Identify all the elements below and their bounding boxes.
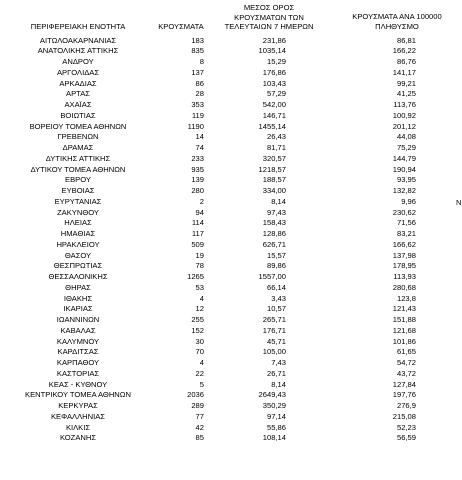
- cell-cases-per-100k: 100,92: [392, 110, 416, 120]
- header-region: ΠΕΡΙΦΕΡΕΙΑΚΗ ΕΝΟΤΗΤΑ: [30, 22, 126, 31]
- header-cases: ΚΡΟΥΣΜΑΤΑ: [158, 22, 204, 31]
- table-row: [0, 369, 462, 380]
- cell-region: ΚΑΣΤΟΡΙΑΣ: [56, 368, 100, 378]
- cell-cases-per-100k: 123,8: [396, 293, 416, 303]
- table-body: [0, 36, 462, 445]
- table-row: [0, 229, 462, 240]
- cell-region: ΑΧΑΪΑΣ: [64, 100, 92, 109]
- cell-cases: 4: [199, 358, 204, 367]
- cell-seven-day-mean: 105,00: [262, 347, 286, 357]
- cell-cases: 233: [191, 153, 204, 163]
- table-row: [0, 380, 462, 391]
- cell-cases-per-100k: 121,43: [392, 304, 416, 314]
- cell-cases-per-100k: 127,84: [392, 379, 416, 389]
- cell-region: ΚΑΒΑΛΑΣ: [60, 325, 96, 335]
- table-row: [0, 165, 462, 176]
- table-header: [0, 0, 462, 34]
- cell-region: ΚΕΡΚΥΡΑΣ: [58, 401, 98, 410]
- cell-region: ΑΡΤΑΣ: [66, 89, 90, 99]
- cell-seven-day-mean: 103,43: [262, 78, 286, 88]
- cell-region: ΚΕΦΑΛΛΗΝΙΑΣ: [50, 411, 106, 421]
- cell-cases-per-100k: 121,68: [392, 325, 416, 335]
- cell-cases-per-100k: 280,68: [392, 282, 416, 292]
- cell-region: ΙΚΑΡΙΑΣ: [63, 304, 93, 314]
- table-row: [0, 390, 462, 401]
- table-row: [0, 79, 462, 90]
- cell-seven-day-mean: 146,71: [262, 110, 286, 120]
- cell-region: ΔΥΤΙΚΟΥ ΤΟΜΕΑ ΑΘΗΝΩΝ: [30, 164, 126, 174]
- cell-region: ΗΡΑΚΛΕΙΟΥ: [56, 239, 100, 249]
- cell-cases-per-100k: 52,23: [396, 422, 416, 432]
- table-row: [0, 46, 462, 57]
- cell-cases-per-100k: 201,12: [392, 121, 416, 131]
- cell-cases: 183: [191, 35, 204, 45]
- cell-seven-day-mean: 320,57: [262, 153, 286, 163]
- cell-seven-day-mean: 10,57: [266, 304, 286, 314]
- cell-cases: 137: [191, 67, 204, 77]
- cell-seven-day-mean: 89,86: [266, 261, 286, 271]
- cell-cases-per-100k: 43,72: [396, 368, 416, 378]
- cell-cases: 2: [199, 196, 204, 206]
- cell-cases: 53: [195, 282, 204, 292]
- table-row: [0, 143, 462, 154]
- cell-cases: 119: [191, 110, 204, 120]
- cell-cases-per-100k: 86,81: [396, 35, 416, 45]
- table-row: [0, 272, 462, 283]
- cell-seven-day-mean: 81,71: [266, 143, 286, 152]
- cell-seven-day-mean: 158,43: [262, 218, 286, 228]
- header-mean-line: ΚΡΟΥΣΜΑΤΩΝ ΤΩΝ: [234, 12, 304, 22]
- edge-fragment: Ν: [456, 198, 462, 207]
- cell-cases: 74: [195, 143, 204, 152]
- cell-seven-day-mean: 108,14: [262, 433, 286, 443]
- cell-cases: 935: [191, 164, 204, 174]
- cell-cases-per-100k: 230,62: [392, 207, 416, 217]
- header-per-line: ΚΡΟΥΣΜΑΤΑ ΑΝΑ 100000: [352, 12, 442, 21]
- cell-cases-per-100k: 86,76: [396, 57, 416, 66]
- cell-cases-per-100k: 132,82: [392, 186, 416, 195]
- cell-cases-per-100k: 144,79: [392, 153, 416, 163]
- table-row: [0, 208, 462, 219]
- cell-cases-per-100k: 190,94: [392, 164, 416, 174]
- cell-cases-per-100k: 166,22: [392, 46, 416, 56]
- cell-cases: 14: [195, 132, 204, 142]
- table-row: [0, 89, 462, 100]
- cell-seven-day-mean: 265,71: [262, 315, 286, 324]
- cell-region: ΑΡΓΟΛΙΔΑΣ: [56, 67, 100, 77]
- cell-seven-day-mean: 1455,14: [258, 121, 286, 131]
- cell-seven-day-mean: 55,86: [266, 422, 286, 432]
- cell-cases-per-100k: 61,65: [396, 347, 416, 357]
- cell-seven-day-mean: 350,29: [262, 401, 286, 410]
- cell-cases: 28: [195, 89, 204, 99]
- cell-region: ΚΙΛΚΙΣ: [65, 422, 91, 432]
- header-per-line: ΠΛΗΘΥΣΜΟ: [375, 21, 419, 31]
- cell-cases-per-100k: 151,88: [392, 315, 416, 324]
- cell-cases-per-100k: 75,29: [396, 143, 416, 152]
- cell-cases: 114: [191, 218, 204, 228]
- table-row: [0, 304, 462, 315]
- cell-seven-day-mean: 8,14: [271, 196, 286, 206]
- cell-cases: 1190: [187, 121, 204, 131]
- table-row: [0, 57, 462, 68]
- table-row: [0, 68, 462, 79]
- cell-cases: 152: [191, 325, 204, 335]
- cell-cases: 509: [191, 239, 204, 249]
- cell-region: ΑΡΚΑΔΙΑΣ: [59, 78, 97, 88]
- table-row: [0, 100, 462, 111]
- cell-seven-day-mean: 57,29: [266, 89, 286, 99]
- table-row: [0, 197, 462, 208]
- cell-cases: 22: [195, 368, 204, 378]
- cell-cases: 42: [195, 422, 204, 432]
- cell-region: ΚΑΡΠΑΘΟΥ: [56, 358, 100, 367]
- cell-cases: 86: [195, 78, 204, 88]
- table-row: [0, 283, 462, 294]
- table-row: [0, 218, 462, 229]
- cell-seven-day-mean: 97,43: [266, 207, 286, 217]
- cell-cases-per-100k: 141,17: [392, 67, 416, 77]
- cell-cases: 78: [195, 261, 204, 271]
- cell-cases-per-100k: 113,93: [393, 272, 416, 281]
- cell-cases: 19: [195, 250, 204, 260]
- table-row: [0, 412, 462, 423]
- cell-region: ΗΜΑΘΙΑΣ: [60, 229, 96, 238]
- cell-seven-day-mean: 176,71: [262, 325, 286, 335]
- cell-cases-per-100k: 166,62: [392, 239, 416, 249]
- cell-region: ΑΝΔΡΟΥ: [62, 57, 94, 66]
- table-row: [0, 36, 462, 47]
- cell-cases-per-100k: 215,08: [392, 411, 416, 421]
- cell-region: ΚΟΖΑΝΗΣ: [59, 433, 97, 443]
- table-row: [0, 294, 462, 305]
- table-row: [0, 122, 462, 133]
- cell-cases-per-100k: 9,96: [401, 196, 416, 206]
- cell-region: ΙΘΑΚΗΣ: [63, 293, 93, 303]
- cell-region: ΒΟΡΕΙΟΥ ΤΟΜΕΑ ΑΘΗΝΩΝ: [29, 121, 127, 131]
- cell-region: ΘΗΡΑΣ: [65, 282, 91, 292]
- cell-region: ΖΑΚΥΝΘΟΥ: [57, 207, 99, 217]
- cell-seven-day-mean: 66,14: [266, 282, 286, 292]
- cell-cases: 30: [195, 336, 204, 346]
- cell-region: ΕΥΡΥΤΑΝΙΑΣ: [54, 196, 102, 206]
- cell-seven-day-mean: 231,86: [262, 35, 286, 45]
- cell-seven-day-mean: 26,43: [266, 132, 286, 142]
- cell-cases: 255: [191, 315, 204, 324]
- header-mean-line: ΤΕΛΕΥΤΑΙΩΝ 7 ΗΜΕΡΩΝ: [224, 22, 314, 31]
- cell-seven-day-mean: 7,43: [271, 358, 286, 367]
- table-row: [0, 433, 462, 444]
- cell-cases: 70: [195, 347, 204, 357]
- cell-seven-day-mean: 15,57: [266, 250, 286, 260]
- table-row: [0, 358, 462, 369]
- cell-cases: 12: [195, 304, 204, 314]
- table-row: [0, 315, 462, 326]
- cell-region: ΔΥΤΙΚΗΣ ΑΤΤΙΚΗΣ: [45, 153, 111, 163]
- cell-cases-per-100k: 41,25: [396, 89, 416, 99]
- cell-cases: 280: [191, 186, 204, 195]
- cell-seven-day-mean: 542,00: [262, 100, 286, 109]
- header-mean-line: ΜΕΣΟΣ ΟΡΟΣ: [243, 3, 295, 12]
- cell-seven-day-mean: 128,86: [262, 229, 286, 238]
- table-row: [0, 186, 462, 197]
- cell-region: ΘΕΣΠΡΩΤΙΑΣ: [53, 261, 103, 271]
- cell-region: ΕΥΒΟΙΑΣ: [61, 186, 95, 195]
- cell-seven-day-mean: 3,43: [271, 293, 286, 303]
- cell-region: ΗΛΕΙΑΣ: [64, 218, 92, 228]
- cell-cases: 117: [191, 229, 204, 238]
- cell-region: ΓΡΕΒΕΝΩΝ: [57, 132, 99, 142]
- cell-seven-day-mean: 15,29: [266, 57, 286, 66]
- cell-region: ΕΒΡΟΥ: [65, 175, 91, 185]
- cell-cases-per-100k: 197,76: [392, 390, 416, 400]
- cell-cases: 139: [191, 175, 204, 185]
- table-row: [0, 337, 462, 348]
- cell-cases: 2036: [187, 390, 204, 400]
- cell-seven-day-mean: 1557,00: [258, 272, 286, 281]
- cell-region: ΑΙΤΩΛΟΑΚΑΡΝΑΝΙΑΣ: [39, 35, 117, 45]
- cell-seven-day-mean: 1035,14: [258, 46, 286, 56]
- cell-region: ΒΟΙΩΤΙΑΣ: [60, 110, 96, 120]
- cell-seven-day-mean: 97,14: [266, 411, 286, 421]
- cell-cases: 77: [195, 411, 204, 421]
- cell-seven-day-mean: 2649,43: [258, 390, 286, 400]
- cell-region: ΘΑΣΟΥ: [64, 250, 92, 260]
- cell-cases-per-100k: 71,56: [396, 218, 416, 228]
- table-row: [0, 175, 462, 186]
- table-row: [0, 401, 462, 412]
- cell-cases-per-100k: 101,86: [392, 336, 416, 346]
- cell-cases-per-100k: 83,21: [396, 229, 416, 238]
- table-row: [0, 326, 462, 337]
- cell-cases: 1265: [187, 272, 204, 281]
- cell-region: ΚΑΛΥΜΝΟΥ: [56, 336, 100, 346]
- header-cases-per-100k: [343, 12, 451, 31]
- header-seven-day-mean: [219, 3, 319, 32]
- cell-cases: 5: [199, 379, 204, 389]
- table-row: [0, 251, 462, 262]
- cell-cases-per-100k: 93,95: [396, 175, 416, 185]
- table-row: [0, 132, 462, 143]
- cell-cases: 8: [199, 57, 204, 66]
- cell-seven-day-mean: 188,57: [262, 175, 286, 185]
- cell-cases-per-100k: 54,72: [396, 358, 416, 367]
- cell-seven-day-mean: 626,71: [262, 239, 286, 249]
- cell-region: ΙΩΑΝΝΙΝΩΝ: [56, 315, 100, 324]
- cell-cases: 835: [191, 46, 204, 56]
- cell-cases-per-100k: 44,08: [396, 132, 416, 142]
- cell-seven-day-mean: 334,00: [262, 186, 286, 195]
- cell-region: ΑΝΑΤΟΛΙΚΗΣ ΑΤΤΙΚΗΣ: [37, 46, 119, 56]
- cell-seven-day-mean: 176,86: [262, 67, 286, 77]
- cell-cases-per-100k: 137,98: [392, 250, 416, 260]
- cell-seven-day-mean: 1218,57: [258, 164, 286, 174]
- cell-region: ΚΕΑΣ - ΚΥΘΝΟΥ: [48, 379, 108, 389]
- cell-seven-day-mean: 45,71: [266, 336, 286, 346]
- table-row: [0, 154, 462, 165]
- table-row: [0, 347, 462, 358]
- cell-cases: 353: [191, 100, 204, 109]
- cell-cases: 85: [195, 433, 204, 443]
- cell-region: ΚΑΡΔΙΤΣΑΣ: [57, 347, 99, 357]
- cell-region: ΚΕΝΤΡΙΚΟΥ ΤΟΜΕΑ ΑΘΗΝΩΝ: [25, 390, 131, 400]
- cell-region: ΔΡΑΜΑΣ: [62, 143, 94, 152]
- table-row: [0, 111, 462, 122]
- cell-cases-per-100k: 113,76: [393, 100, 416, 109]
- cell-cases: 289: [191, 401, 204, 410]
- table-row: [0, 423, 462, 434]
- cell-region: ΘΕΣΣΑΛΟΝΙΚΗΣ: [48, 272, 108, 281]
- table-row: [0, 240, 462, 251]
- cell-cases: 94: [195, 207, 204, 217]
- cell-cases-per-100k: 56,59: [396, 433, 416, 443]
- cell-cases-per-100k: 99,21: [396, 78, 416, 88]
- cell-seven-day-mean: 8,14: [271, 379, 286, 389]
- cell-cases-per-100k: 178,95: [392, 261, 416, 271]
- cell-cases: 4: [199, 293, 204, 303]
- cell-seven-day-mean: 26,71: [266, 368, 286, 378]
- cell-cases-per-100k: 276,9: [396, 401, 416, 410]
- table-row: [0, 261, 462, 272]
